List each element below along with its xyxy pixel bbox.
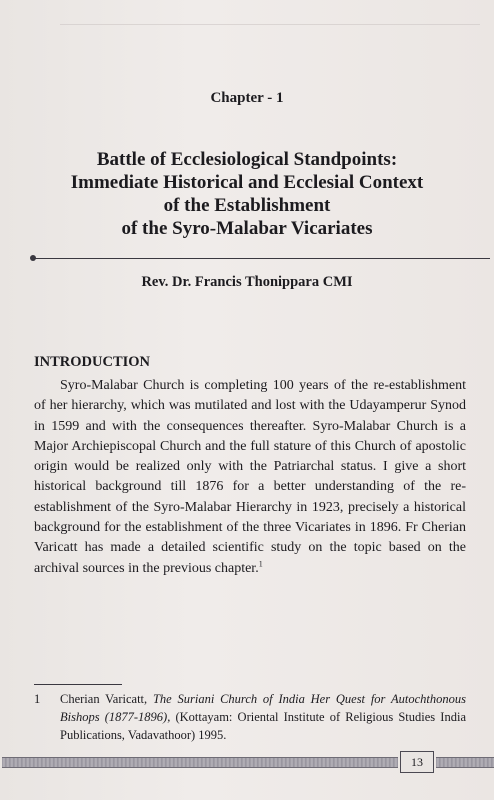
- chapter-title-line: Immediate Historical and Ecclesial Context: [70, 172, 424, 193]
- paragraph-text: Syro-Malabar Church is completing 100 years of the re-establishment of her hierarchy, which was mutilated and lost with the Udayamperur Synod in 1599 and with the consequences thereafter. Syro-Malabar Church is a Major Archiepiscopal Church and the full stature of this Church of apostolic origin would be realized only with the Patriarchal status. I give a short historical background till 1876 for a better understanding of the re-establishment of the Syro-Malabar Hierarchy in 1923, precisely a historical background for the establishment of the three Vicariates in 1896. Fr Cherian Varicatt has made a detailed scientific study on the topic based on the archival sources in the previous chapter.: [34, 378, 466, 576]
- footnote-book-title: The Suriani Church of India Her Quest for Autochthonous Bishops (1877-1896),: [60, 692, 466, 724]
- chapter-title-line: of the Syro-Malabar Vicariates: [121, 218, 373, 239]
- footnote-divider: [34, 684, 122, 685]
- footer-band-left: [2, 757, 398, 768]
- footnote-text: [60, 690, 466, 744]
- footnote-publication: (Kottayam: Oriental Institute of Religious Studies India Publications, Vadavathoor) 1995.: [60, 710, 466, 742]
- author-name: Rev. Dr. Francis Thonippara CMI: [141, 274, 353, 290]
- section-heading: INTRODUCTION: [34, 354, 151, 370]
- footnote-author: Cherian Varicatt,: [60, 692, 153, 706]
- chapter-number: Chapter - 1: [210, 90, 284, 106]
- chapter-title: [30, 148, 464, 240]
- body-paragraph: [34, 376, 466, 579]
- footnote-marker: 1: [258, 559, 263, 569]
- chapter-title-line: of the Establishment: [163, 195, 331, 216]
- footnote: [34, 690, 466, 744]
- show-through-text: [60, 4, 480, 25]
- page-number: 13: [400, 751, 434, 773]
- chapter-title-line: Battle of Ecclesiological Standpoints:: [96, 149, 398, 170]
- page-footer: [0, 751, 494, 773]
- footnote-number: 1: [34, 692, 41, 706]
- footer-band-right: [436, 757, 494, 768]
- title-divider: [34, 258, 490, 259]
